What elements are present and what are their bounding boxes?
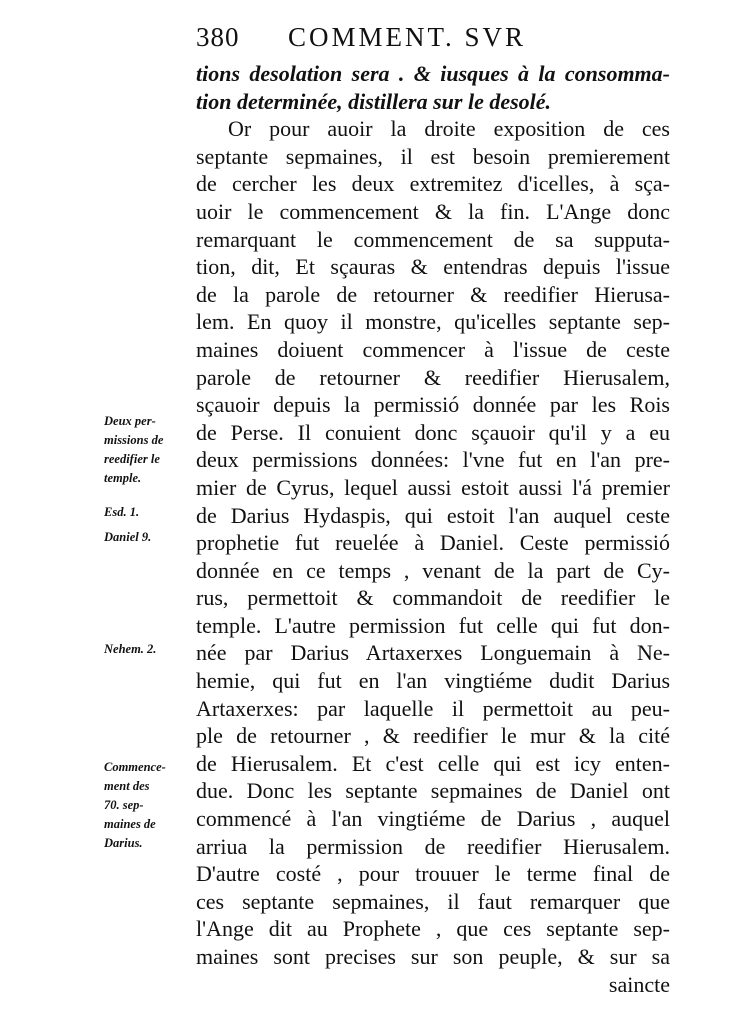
running-title: COMMENT. SVR bbox=[288, 22, 527, 52]
text-line: donnée en ce temps , venant de la part de Cy- bbox=[196, 557, 670, 583]
text-line: remarquant le commencement de sa supputa- bbox=[196, 226, 670, 252]
text-line: tions desolation sera . & iusques à la consomma- bbox=[196, 61, 670, 86]
margin-note-esdras bbox=[104, 503, 196, 522]
text-line: de Perse. Il conuient donc sçauoir qu'il y a eu bbox=[196, 419, 670, 445]
text-line: ple de retourner , & reedifier le mur & la cité bbox=[196, 723, 670, 749]
text-line: arriua la permission de reedifier Hierusalem. bbox=[196, 833, 670, 859]
text-line: due. Donc les septante sepmaines de Daniel ont bbox=[196, 778, 670, 804]
text-line: maines sont precises sur son peuple, & sur sa bbox=[196, 944, 670, 969]
text-line: sçauoir depuis la permissió donnée par les Rois bbox=[196, 392, 670, 418]
page-header bbox=[196, 22, 666, 58]
margin-note-line: ment des bbox=[104, 779, 150, 793]
text-line: temple. L'autre permission fut celle qui fut don- bbox=[196, 612, 670, 638]
text-line: parole de retourner & reedifier Hierusalem, bbox=[196, 364, 670, 390]
text-line: l'Ange dit au Prophete , que ces septante sep- bbox=[196, 916, 670, 942]
text-line: de la parole de retourner & reedifier Hierusa- bbox=[196, 281, 670, 307]
text-line: prophetie fut reuelée à Daniel. Ceste permissió bbox=[196, 530, 670, 556]
margin-note-line: temple. bbox=[104, 471, 142, 485]
text-line: tion determinée, distillera sur le desolé. bbox=[196, 88, 552, 114]
margin-note-line: Deux per- bbox=[104, 414, 156, 428]
margin-note-line: Esd. 1. bbox=[104, 505, 140, 519]
margin-note-line: 70. sep- bbox=[104, 798, 144, 812]
text-line: hemie, qui fut en l'an vingtiéme dudit Darius bbox=[196, 668, 670, 694]
text-line: Or pour auoir la droite exposition de ces bbox=[228, 116, 670, 142]
text-line: D'autre costé , pour trouuer le terme final de bbox=[196, 861, 670, 887]
catchword: saincte bbox=[608, 971, 670, 997]
margin-note-line: Darius. bbox=[104, 836, 143, 850]
margin-note-line: Daniel 9. bbox=[104, 530, 152, 544]
text-line: mier de Cyrus, lequel aussi estoit aussi l'á premier bbox=[196, 474, 670, 500]
page-number: 380 bbox=[196, 22, 240, 52]
text-line: maines doiuent commencer à l'issue de ceste bbox=[196, 336, 670, 362]
text-line: tion, dit, Et sçauras & entendras depuis l'issue bbox=[196, 254, 670, 280]
text-line: lem. En quoy il monstre, qu'icelles septante sep- bbox=[196, 309, 670, 335]
margin-note-nehemie bbox=[104, 640, 196, 659]
text-line: rus, permettoit & commandoit de reedifier le bbox=[196, 585, 670, 611]
margin-note-line: maines de bbox=[104, 817, 156, 831]
text-line: uoir le commencement & la fin. L'Ange donc bbox=[196, 198, 670, 224]
text-line: commencé à l'an vingtiéme de Darius , auquel bbox=[196, 806, 670, 832]
margin-note-daniel bbox=[104, 528, 196, 547]
text-line: de Hierusalem. Et c'est celle qui est icy enten- bbox=[196, 750, 670, 776]
margin-note-deux-permissions bbox=[104, 412, 196, 488]
margin-note-line: Nehem. 2. bbox=[104, 642, 157, 656]
margin-note-line: reedifier le bbox=[104, 452, 160, 466]
margin-note-line: Commence- bbox=[104, 760, 166, 774]
text-line: Artaxerxes: par laquelle il permettoit au peu- bbox=[196, 695, 670, 721]
text-line: deux permissions données: l'vne fut en l'an pre- bbox=[196, 447, 670, 473]
text-line: née par Darius Artaxerxes Longuemain à Ne- bbox=[196, 640, 670, 666]
text-line: de cercher les deux extremitez d'icelles, à sça- bbox=[196, 171, 670, 197]
margin-note-commencement bbox=[104, 758, 196, 853]
text-line: ces septante sepmaines, il faut remarquer que bbox=[196, 888, 670, 914]
text-line: septante sepmaines, il est besoin premierement bbox=[196, 143, 670, 169]
text-line: de Darius Hydaspis, qui estoit l'an auquel ceste bbox=[196, 502, 670, 528]
margin-note-line: missions de bbox=[104, 433, 164, 447]
main-text bbox=[196, 60, 670, 998]
